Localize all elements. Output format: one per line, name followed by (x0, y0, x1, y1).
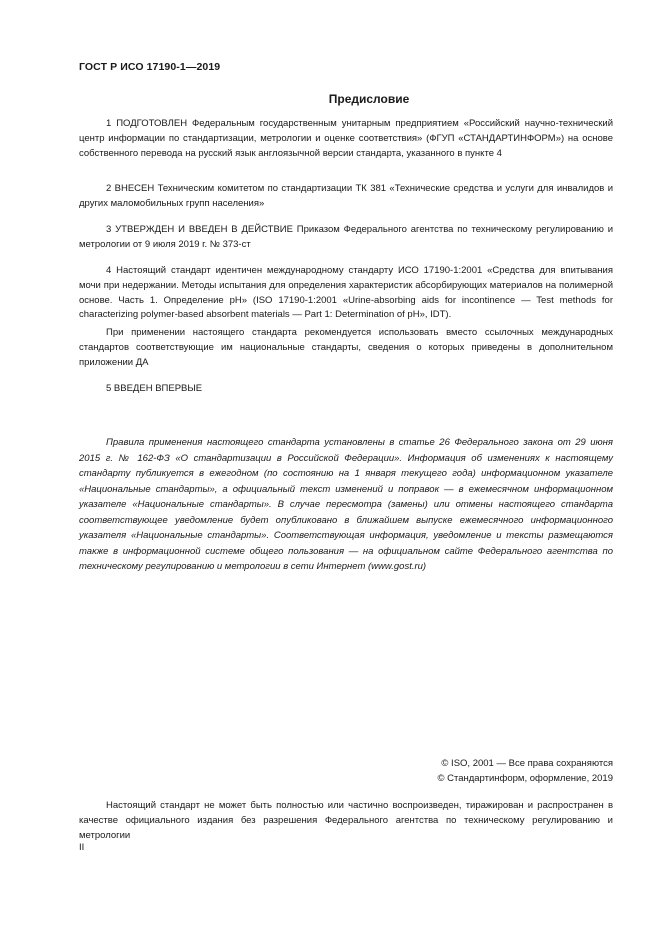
foreword-item-1-text: 1 ПОДГОТОВЛЕН Федеральным государственным унитарным предприятием «Российский научно-технический центр информации по стандартизации, метрологии и оценке соответствия» (ФГУП «СТАНДАРТИНФОРМ») на основе собственного перевода на русский язык англоязычной версии стандарта, указанного в пункте 4 (79, 118, 613, 159)
application-rules-notice-text: Правила применения настоящего стандарта установлены в статье 26 Федерального закона от 29 июня 2015 г. № 162-ФЗ «О стандартизации в Российской Федерации». Информация об изменениях к настоящему стандарту публикуется в ежегодном (по состоянию на 1 января текущего года) информационном указателе «Национальные стандарты», а официальный текст изменений и поправок — в ежемесячном информационном указателе «Национальные стандарты». В случае пересмотра (замены) или отмены настоящего стандарта соответствующее уведомление будет опубликовано в ближайшем выпуске ежемесячного информационного указателя «Национальные стандарты». Соответствующая информация, уведомление и тексты размещаются также в информационной системе общего пользования — на официальном сайте Федерального агентства по техническому регулированию и метрологии в сети Интернет (www.gost.ru) (79, 437, 613, 572)
foreword-item-2 (79, 182, 613, 212)
page-number: II (79, 842, 85, 853)
foreword-item-3-text: 3 УТВЕРЖДЕН И ВВЕДЕН В ДЕЙСТВИЕ Приказом Федерального агентства по техническому регулированию и метрологии от 9 июля 2019 г. № 373-ст (79, 224, 613, 250)
application-rules-notice (79, 435, 613, 575)
foreword-item-2-text: 2 ВНЕСЕН Техническим комитетом по стандартизации ТК 381 «Технические средства и услуги для инвалидов и других маломобильных групп населения» (79, 183, 613, 209)
section-title (79, 92, 613, 106)
reproduction-notice (79, 799, 613, 843)
foreword-item-4 (79, 264, 613, 323)
foreword-item-4-text: 4 Настоящий стандарт идентичен международному стандарту ИСО 17190-1:2001 «Средства для впитывания мочи при недержании. Методы испытания для определения характеристик абсорбирующих материалов на полимерной основе. Часть 1. Определение pH» (ISO 17190-1:2001 «Urine-absorbing aids for incontinence — Test methods for characterizing polymer-based absorbent materials — Part 1: Determination of pH», IDT). (79, 265, 613, 321)
foreword-item-5-text: 5 ВВЕДЕН ВПЕРВЫЕ (106, 383, 203, 394)
foreword-item-1 (79, 117, 613, 161)
reproduction-notice-text: Настоящий стандарт не может быть полностью или частично воспроизведен, тиражирован и распространен в качестве официального издания без разрешения Федерального агентства по техническому регулированию и метрологии (79, 800, 613, 841)
copyright-standartinform: © Стандартинформ, оформление, 2019 (437, 773, 613, 784)
section-title-text: Предисловие (328, 92, 410, 106)
copyright-iso: © ISO, 2001 — Все права сохраняются (441, 758, 613, 769)
foreword-item-5 (79, 382, 613, 397)
document-code-header: ГОСТ Р ИСО 17190-1—2019 (79, 61, 221, 73)
foreword-item-3 (79, 223, 613, 253)
foreword-item-4-note (79, 326, 613, 370)
foreword-item-4-note-text: При применении настоящего стандарта рекомендуется использовать вместо ссылочных международных стандартов соответствующие им национальные стандарты, сведения о которых приведены в дополнительном приложении ДА (79, 327, 613, 368)
